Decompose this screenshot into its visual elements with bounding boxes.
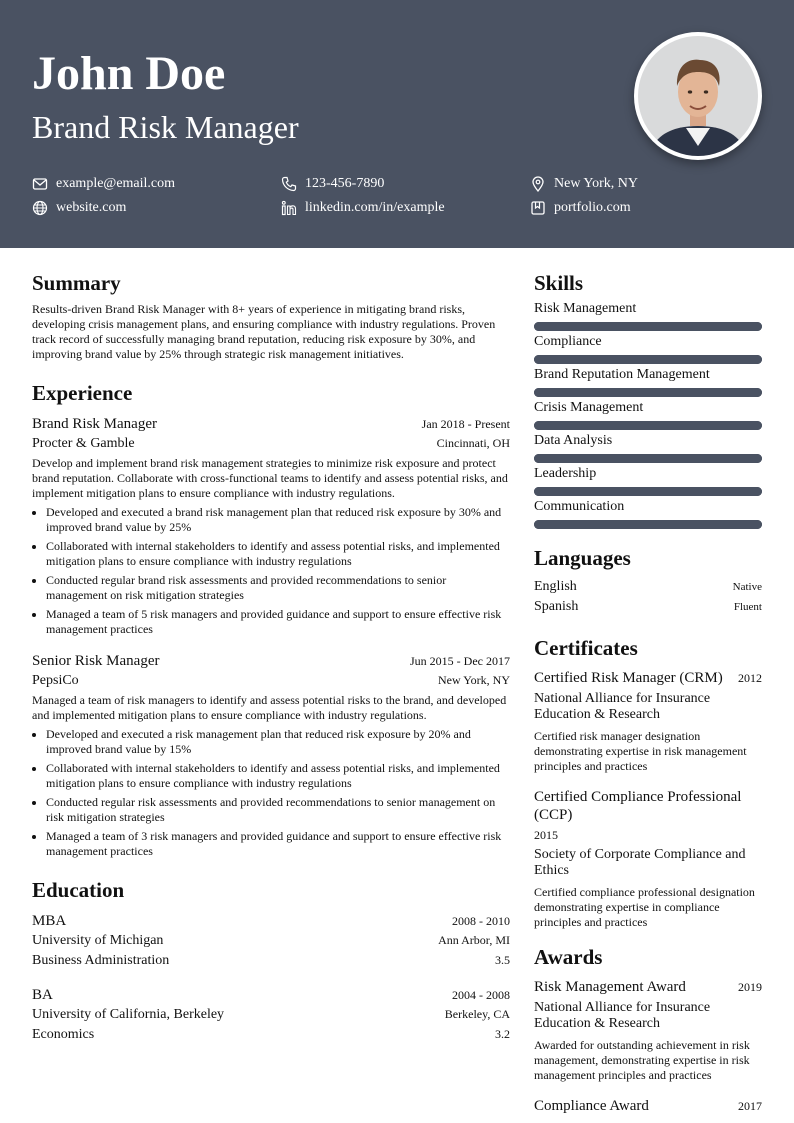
certificate-year: 2012 xyxy=(738,671,762,685)
contact-portfolio[interactable] xyxy=(530,196,631,220)
certificate-year: 2015 xyxy=(534,828,558,842)
mail-icon xyxy=(32,176,48,192)
education-heading: Education xyxy=(32,878,125,902)
skill-item xyxy=(534,432,762,463)
skill-bar xyxy=(534,520,762,529)
job-company: PepsiCo xyxy=(32,673,79,688)
skill-bar-fill xyxy=(534,520,762,529)
award-issuer: National Alliance for Insurance Education & Research xyxy=(534,1000,711,1031)
education-dates: 2004 - 2008 xyxy=(452,988,510,1002)
contact-portfolio-text: portfolio.com xyxy=(554,200,631,215)
award-year: 2017 xyxy=(738,1099,762,1113)
certificate-name: Certified Compliance Professional (CCP) xyxy=(534,789,742,823)
skill-name: Crisis Management xyxy=(534,400,644,415)
certificates-heading: Certificates xyxy=(534,636,638,660)
education-degree: BA xyxy=(32,987,53,1003)
job-bullet: • Collaborated with internal stakeholders to identify and assess potential risks, and implemented mitigation plans to ensure compliance with industry regulations xyxy=(46,539,510,569)
awards-heading: Awards xyxy=(534,945,603,969)
phone-icon xyxy=(281,176,297,192)
certificate-issuer: National Alliance for Insurance Education & Research xyxy=(534,691,711,722)
skill-item xyxy=(534,300,762,331)
contact-email-text: example@email.com xyxy=(56,176,176,191)
skill-bar xyxy=(534,487,762,496)
skill-bar xyxy=(534,454,762,463)
certificate-name: Certified Risk Manager (CRM) xyxy=(534,670,723,686)
award-entry xyxy=(534,1097,762,1115)
award-year: 2019 xyxy=(738,980,762,994)
job-description: Develop and implement brand risk management strategies to minimize risk exposure and protect brand reputation. Collaborate with cross-functional teams to identify and assess potential risks, and implement mitigation plans to ensure compliance with industry regulations. xyxy=(32,456,508,500)
skill-bar xyxy=(534,388,762,397)
award-entry xyxy=(534,978,762,1083)
globe-icon xyxy=(32,200,48,216)
certificate-entry xyxy=(534,788,762,930)
linkedin-icon xyxy=(281,200,297,216)
language-level: Native xyxy=(732,581,762,593)
resume-header xyxy=(0,0,794,248)
skill-bar xyxy=(534,322,762,331)
job-location: Cincinnati, OH xyxy=(436,436,510,450)
languages-heading: Languages xyxy=(534,546,631,570)
contact-website[interactable] xyxy=(32,196,126,220)
education-gpa: 3.2 xyxy=(495,1027,510,1041)
skill-name: Brand Reputation Management xyxy=(534,367,710,382)
job-description: Managed a team of risk managers to identify and assess potential risks to the brand, and developed and implemented mitigation plans to ensure compliance with industry regulations. xyxy=(32,693,507,722)
job-bullet: • Conducted regular brand risk assessments and provided recommendations to senior management on risk mitigation strategies xyxy=(46,573,510,603)
job-entry xyxy=(32,651,510,859)
skill-name: Data Analysis xyxy=(534,433,613,448)
contact-linkedin-text: linkedin.com/in/example xyxy=(305,200,445,215)
language-name: English xyxy=(534,579,577,594)
education-entry xyxy=(32,911,510,971)
job-bullet: • Developed and executed a risk management plan that reduced risk exposure by 20% and improved brand value by 15% xyxy=(46,727,510,757)
education-degree: MBA xyxy=(32,913,67,929)
language-item xyxy=(534,577,762,597)
skill-bar-fill xyxy=(534,388,762,397)
job-bullet: • Conducted regular risk assessments and provided recommendations to senior management on risk mitigation strategies xyxy=(46,795,510,825)
location-icon xyxy=(530,176,546,192)
education-location: Ann Arbor, MI xyxy=(438,933,510,947)
award-name: Compliance Award xyxy=(534,1098,649,1114)
contact-email[interactable] xyxy=(32,172,175,196)
profile-photo xyxy=(634,32,762,160)
skill-bar xyxy=(534,355,762,364)
language-name: Spanish xyxy=(534,599,579,614)
skill-bar-fill xyxy=(534,322,762,331)
summary-text: Results-driven Brand Risk Manager with 8+ years of experience in mitigating brand risks, developing crisis management plans, and ensuring compliance with industry regulations. Proven track record of successfully managing brand reputation, reducing risk exposure by 30%, and improving brand value by 25% through strategic risk management initiatives. xyxy=(32,302,496,361)
contact-website-text: website.com xyxy=(56,200,127,215)
education-school: University of Michigan xyxy=(32,933,164,948)
candidate-title: Brand Risk Manager xyxy=(32,109,299,145)
skills-list xyxy=(534,300,762,529)
skill-bar xyxy=(534,421,762,430)
job-dates: Jan 2018 - Present xyxy=(421,417,510,431)
skill-bar-fill xyxy=(534,454,762,463)
skill-name: Leadership xyxy=(534,466,597,481)
skill-item xyxy=(534,465,762,496)
skill-item xyxy=(534,366,762,397)
job-bullets xyxy=(32,727,510,859)
job-role: Senior Risk Manager xyxy=(32,653,160,669)
contact-linkedin[interactable] xyxy=(281,196,445,220)
award-name: Risk Management Award xyxy=(534,979,686,995)
certificate-description: Certified risk manager designation demonstrating expertise in risk management principles and practices xyxy=(534,729,747,773)
skill-bar-fill xyxy=(534,421,762,430)
skill-name: Compliance xyxy=(534,334,602,349)
contact-location-text: New York, NY xyxy=(554,176,639,191)
education-school: University of California, Berkeley xyxy=(32,1007,225,1022)
experience-heading: Experience xyxy=(32,381,133,405)
right-column xyxy=(534,268,762,1115)
certificate-issuer: Society of Corporate Compliance and Ethics xyxy=(534,847,746,878)
skill-name: Communication xyxy=(534,499,625,514)
skill-item xyxy=(534,333,762,364)
job-dates: Jun 2015 - Dec 2017 xyxy=(410,654,510,668)
education-gpa: 3.5 xyxy=(495,953,510,967)
contact-phone-text: 123-456-7890 xyxy=(305,176,385,191)
education-dates: 2008 - 2010 xyxy=(452,914,510,928)
candidate-name: John Doe xyxy=(32,47,226,100)
certificate-entry xyxy=(534,669,762,774)
skill-name: Risk Management xyxy=(534,301,637,316)
skill-item xyxy=(534,399,762,430)
contact-location xyxy=(530,172,638,196)
skills-heading: Skills xyxy=(534,271,584,295)
job-bullet: • Developed and executed a brand risk management plan that reduced risk exposure by 30% and improved brand value by 25% xyxy=(46,505,510,535)
education-field: Economics xyxy=(32,1027,95,1042)
job-bullets xyxy=(32,505,510,637)
job-bullet: • Managed a team of 3 risk managers and provided guidance and support to ensure effective risk management practices xyxy=(46,829,510,859)
skill-bar-fill xyxy=(534,355,762,364)
education-location: Berkeley, CA xyxy=(444,1007,510,1021)
skill-item xyxy=(534,498,762,529)
job-role: Brand Risk Manager xyxy=(32,416,157,432)
summary-heading: Summary xyxy=(32,271,121,295)
skill-bar-fill xyxy=(534,487,762,496)
language-item xyxy=(534,597,762,617)
education-entry xyxy=(32,985,510,1045)
contact-phone[interactable] xyxy=(281,172,384,196)
portfolio-icon xyxy=(530,200,546,216)
job-bullet: • Managed a team of 5 risk managers and provided guidance and support to ensure effective risk management practices xyxy=(46,607,510,637)
job-bullet: • Collaborated with internal stakeholders to identify and assess potential risks, and implemented mitigation plans to ensure compliance with industry regulations xyxy=(46,761,510,791)
award-description: Awarded for outstanding achievement in risk management, demonstrating expertise in risk management principles and practices xyxy=(534,1038,750,1082)
certificate-description: Certified compliance professional designation demonstrating expertise in compliance principles and practices xyxy=(534,885,755,929)
job-company: Procter & Gamble xyxy=(32,436,135,451)
education-field: Business Administration xyxy=(32,953,170,968)
language-level: Fluent xyxy=(733,601,762,613)
job-location: New York, NY xyxy=(437,673,510,687)
left-column xyxy=(32,268,510,1045)
job-entry xyxy=(32,414,510,637)
profile-portrait-icon xyxy=(638,36,758,156)
